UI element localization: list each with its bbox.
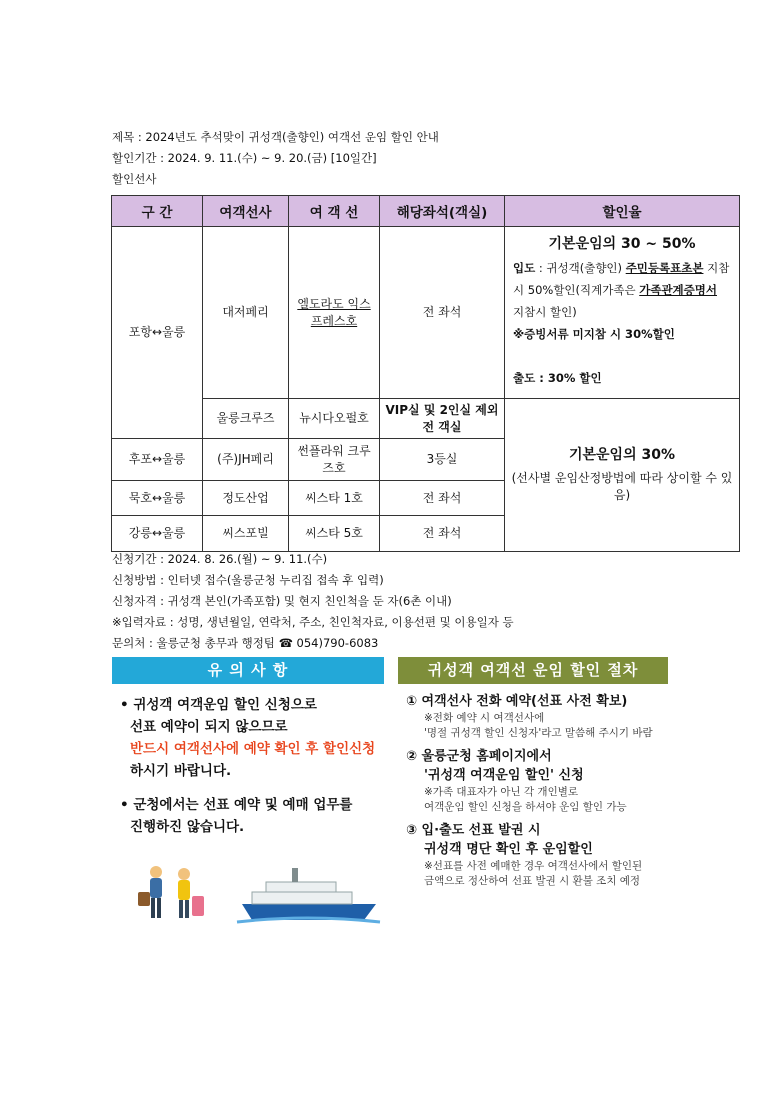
step-1-note-b: '명절 귀성객 할인 신청자'라고 말씀해 주시기 바람: [424, 727, 653, 739]
notice-title: 유 의 사 항: [112, 657, 384, 684]
company-cell: 정도산업: [203, 481, 289, 516]
table-row: [112, 227, 740, 399]
step-2-note: [406, 785, 662, 815]
col-seat: 해당좌석(객실): [380, 196, 505, 227]
rate-cell-main: [505, 227, 740, 399]
company-cell: 대저페리: [203, 227, 289, 399]
col-company: 여객선사: [203, 196, 289, 227]
seat-cell: 3등실: [380, 439, 505, 481]
apply-period: 신청기간 : 2024. 8. 26.(월) ~ 9. 11.(수): [112, 552, 328, 566]
notice-panel: [112, 657, 384, 923]
apply-method: 신청방법 : 인터넷 접수(울릉군청 누리집 접속 후 입력): [112, 573, 384, 587]
seat-cell: 전 좌석: [380, 481, 505, 516]
notice-text: • 군청에서는 선표 예약 및 예매 업무를: [120, 797, 353, 813]
step-2-title-b: '귀성객 여객운임 할인' 신청: [424, 768, 584, 783]
table-row: [112, 399, 740, 439]
rate-cell-other: [505, 399, 740, 552]
ships-label: 할인선사: [112, 172, 157, 186]
step-3-title: [406, 821, 662, 859]
notice-text: 진행하진 않습니다.: [130, 819, 245, 835]
ship-cell: 씨스타 1호: [289, 481, 380, 516]
seat-cell: 전 좌석: [380, 516, 505, 552]
ship-cell: 뉴시다오펄호: [289, 399, 380, 439]
in-text-2: 지참시 50%할인(직계가족은: [513, 261, 730, 297]
step-3-title-a: ③ 입·출도 선표 발권 시: [406, 823, 541, 838]
input-items: ※입력자료 : 성명, 생년월일, 연락처, 주소, 친인척자료, 이용선편 및 이용일자 등: [112, 615, 514, 629]
procedure-panel: [398, 657, 668, 923]
step-1-title: ① 여객선사 전화 예약(선표 사전 확보): [406, 694, 628, 709]
notice-text: • 귀성객 여객운임 할인 신청으로: [120, 697, 317, 713]
table-header-row: [112, 196, 740, 227]
col-route: 구 간: [112, 196, 203, 227]
step-2-note-b: 여객운임 할인 신청을 하셔야 운임 할인 가능: [424, 801, 627, 813]
col-ship: 여 객 선: [289, 196, 380, 227]
procedure-title: 귀성객 여객선 운임 할인 절차: [398, 657, 668, 684]
step-3-note: [406, 859, 662, 889]
travelers-ship-illustration: [132, 862, 382, 924]
route-cell: 후포↔울릉: [112, 439, 203, 481]
ship-cell: 엘도라도 익스프레스호: [289, 227, 380, 399]
in-text-1: : 귀성객(출향인): [535, 261, 626, 275]
ship-cell: 썬플라워 크루즈호: [289, 439, 380, 481]
company-cell: (주)JH페리: [203, 439, 289, 481]
step-2-title-a: ② 울릉군청 홈페이지에서: [406, 749, 552, 764]
rate-note: (선사별 운임산정방법에 따라 상이할 수 있음): [511, 470, 733, 502]
step-3-note-a: ※선표를 사전 예매한 경우 여객선사에서 할인된: [424, 860, 643, 872]
fare-table: [111, 195, 740, 552]
notice-warning: 반드시 여객선사에 예약 확인 후 할인신청: [130, 741, 376, 757]
rate-note: ※증빙서류 미지참 시 30%할인: [513, 327, 675, 341]
ship-cell: 씨스타 5호: [289, 516, 380, 552]
rate-headline: 기본운임의 30%: [568, 446, 675, 463]
notice-text: 하시기 바랍니다.: [130, 763, 232, 779]
notice-text: 선표 예약이 되지 않으므로: [130, 719, 288, 735]
route-cell: 포항↔울릉: [112, 227, 203, 439]
in-doc-1: 주민등록표초본: [625, 261, 704, 275]
step-2-note-a: ※가족 대표자가 아닌 각 개인별로: [424, 786, 579, 798]
seat-cell: VIP실 및 2인실 제외 전 객실: [380, 399, 505, 439]
doc-title: 제목 : 2024년도 추석맞이 귀성객(출향인) 여객선 운임 할인 안내: [112, 130, 439, 144]
col-rate: 할인율: [505, 196, 740, 227]
rate-headline: 기본운임의 30 ~ 50%: [548, 236, 696, 252]
in-doc-2: 가족관계증명서: [639, 283, 717, 297]
eligibility: 신청자격 : 귀성객 본인(가족포함) 및 현지 친인척을 둔 자(6촌 이내): [112, 594, 452, 608]
seat-cell: 전 좌석: [380, 227, 505, 399]
route-cell: 강릉↔울릉: [112, 516, 203, 552]
step-1-note: [406, 711, 662, 741]
step-3-title-b: 귀성객 명단 확인 후 운임할인: [424, 842, 593, 857]
step-3-note-b: 금액으로 정산하여 선표 발권 시 환불 조치 예정: [424, 875, 641, 887]
out-text: 출도 : 30% 할인: [513, 371, 602, 385]
step-2-title: [406, 747, 662, 785]
in-label: 입도: [513, 261, 536, 275]
route-cell: 묵호↔울릉: [112, 481, 203, 516]
step-1-note-a: ※전화 예약 시 여객선사에: [424, 712, 545, 724]
contact: 문의처 : 울릉군청 총무과 행정팀 ☎ 054)790-6083: [112, 636, 379, 650]
company-cell: 울릉크루즈: [203, 399, 289, 439]
discount-period: 할인기간 : 2024. 9. 11.(수) ~ 9. 20.(금) [10일간]: [112, 151, 377, 165]
in-text-3: 지참시 할인): [513, 305, 577, 319]
company-cell: 씨스포빌: [203, 516, 289, 552]
